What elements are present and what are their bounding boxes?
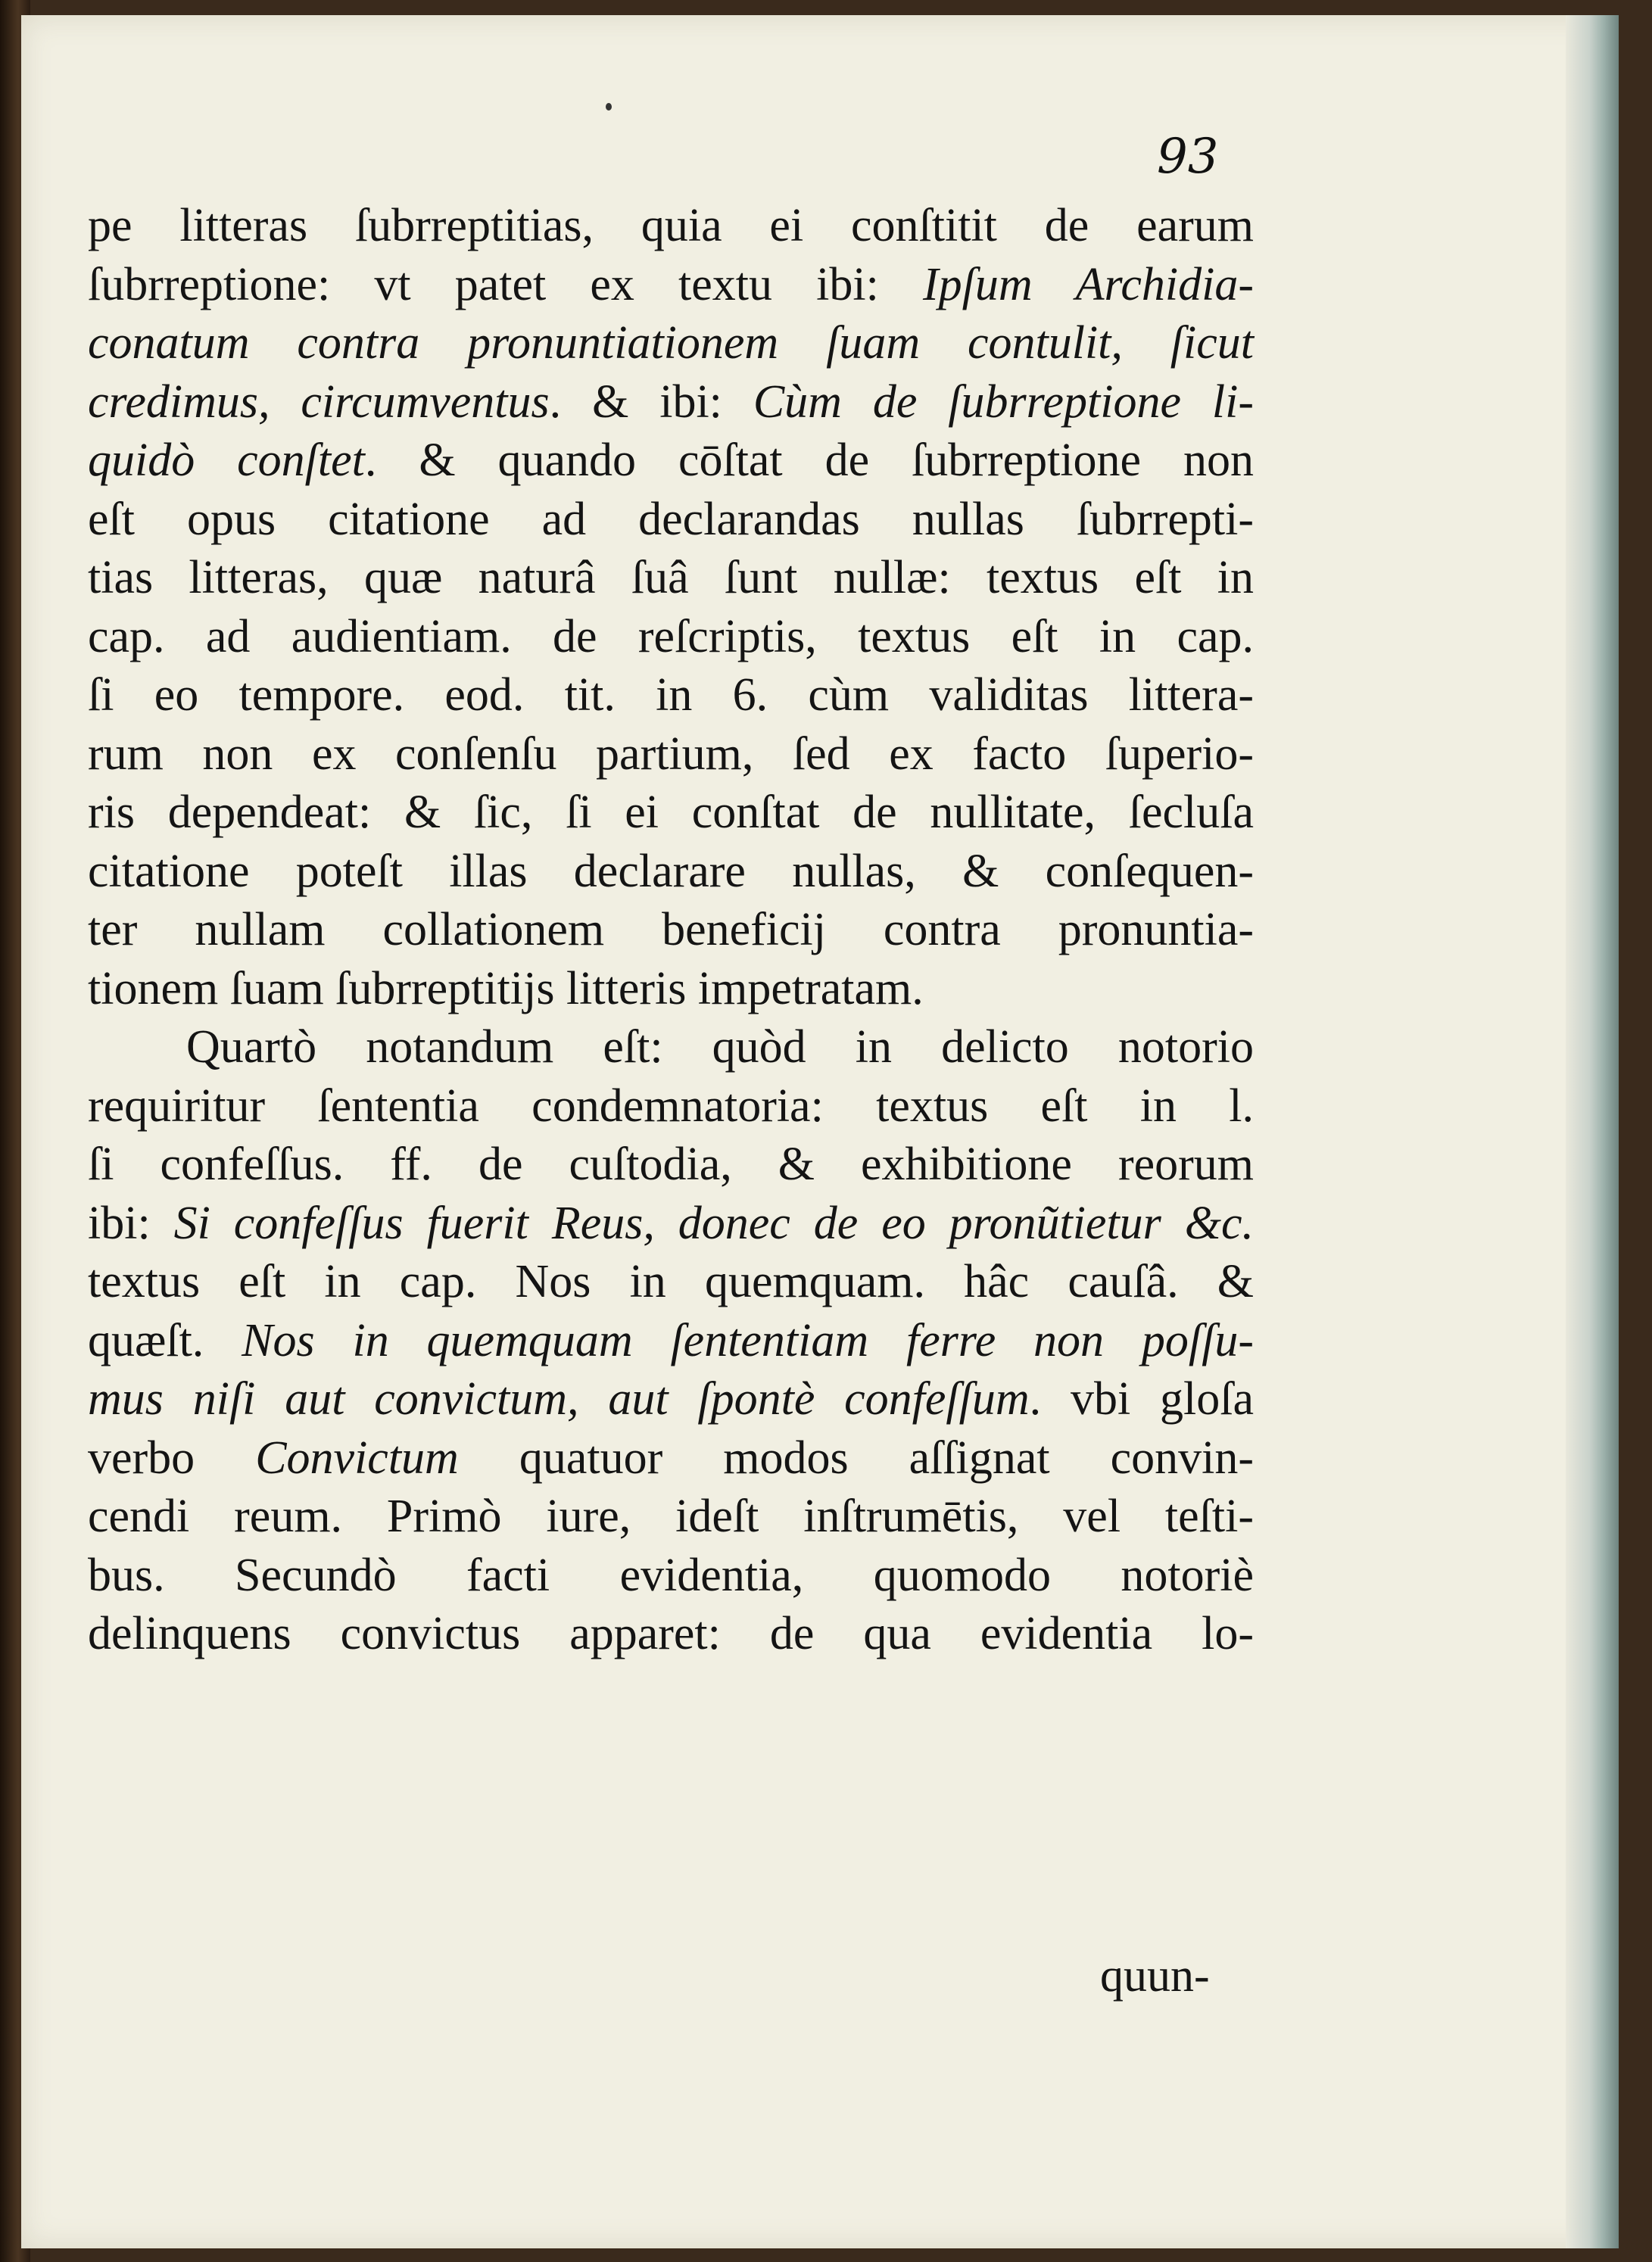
text-line <box>88 256 1254 315</box>
text-line <box>88 1018 1254 1077</box>
text-line <box>88 901 1254 960</box>
text-line <box>88 784 1254 843</box>
text-segment: eſt opus citatione ad declarandas nullas ſubrrepti- <box>88 493 1254 545</box>
text-segment: textus eſt in cap. Nos in quemquam. hâc cauſâ. & <box>88 1256 1254 1307</box>
text-segment: tionem ſuam ſubrreptitijs litteris impetratam. <box>88 962 924 1014</box>
text-line <box>88 1136 1254 1195</box>
text-segment: cap. ad audientiam. de reſcriptis, textus eſt in cap. <box>88 610 1254 662</box>
italic-text-segment: credimus, circumventus <box>88 375 550 428</box>
text-segment: ſubrreptione: vt patet ex textu ibi: <box>88 258 923 310</box>
italic-text-segment: conatum contra pronuntiationem ſuam contulit, ſicut <box>88 317 1254 369</box>
text-line <box>88 608 1254 667</box>
italic-text-segment: Cùm de ſubrreptione li- <box>753 375 1254 428</box>
text-line <box>88 725 1254 784</box>
text-segment: bus. Secundò facti evidentia, quomodo notoriè <box>88 1549 1254 1601</box>
text-segment: Quartò notandum eſt: quòd in delicto notorio <box>186 1021 1254 1073</box>
text-segment: quatuor modos aſſignat convin- <box>458 1432 1255 1484</box>
text-segment: ſi eo tempore. eod. tit. in 6. cùm validitas littera- <box>88 669 1254 721</box>
text-line <box>88 314 1254 373</box>
italic-text-segment: Si confeſſus fuerit Reus, donec de eo pronũtietur &c. <box>173 1197 1254 1249</box>
text-line <box>88 1488 1254 1547</box>
text-segment: pe litteras ſubrreptitias, quia ei conſtitit de earum <box>88 200 1254 251</box>
body-text <box>88 197 1254 1664</box>
text-line <box>88 843 1254 902</box>
text-line <box>88 491 1254 550</box>
text-line <box>88 432 1254 491</box>
text-segment: . & quando cōſtat de ſubrreptione non <box>364 435 1254 486</box>
text-line <box>88 1605 1254 1664</box>
text-segment: verbo <box>88 1432 256 1484</box>
catchword: quun- <box>1100 1950 1210 2002</box>
italic-text-segment: quidò conſtet <box>88 435 365 486</box>
text-segment: ſi confeſſus. ff. de cuſtodia, & exhibitione reorum <box>88 1139 1254 1190</box>
text-line <box>88 666 1254 725</box>
text-segment: delinquens convictus apparet: de qua evidentia lo- <box>88 1608 1254 1659</box>
text-segment: . & ibi: <box>549 375 753 428</box>
text-segment: . vbi gloſa <box>1029 1373 1254 1425</box>
text-segment: tias litteras, quæ naturâ ſuâ ſunt nullæ: textus eſt in <box>88 552 1254 603</box>
text-line <box>88 1312 1254 1371</box>
text-segment: citatione poteſt illas declarare nullas, & conſequen- <box>88 845 1254 897</box>
text-line <box>88 1253 1254 1312</box>
text-line <box>88 197 1254 256</box>
text-line <box>88 960 1254 1019</box>
ink-speck <box>606 103 612 111</box>
text-line <box>88 1077 1254 1136</box>
text-line <box>88 373 1254 432</box>
text-segment: cendi reum. Primò iure, ideſt inſtrumētis, vel teſti- <box>88 1491 1254 1542</box>
text-segment: quæſt. <box>88 1314 242 1366</box>
page-stack-edge <box>1566 15 1619 2248</box>
italic-text-segment: Nos in quemquam ſententiam ferre non poſſu- <box>242 1314 1254 1366</box>
italic-text-segment: mus niſi aut convictum, aut ſpontè confeſſum <box>88 1373 1030 1425</box>
text-line <box>88 549 1254 608</box>
text-segment: ibi: <box>88 1197 174 1249</box>
text-line <box>88 1429 1254 1488</box>
italic-text-segment: Convictum <box>255 1432 459 1484</box>
book-page <box>21 15 1619 2248</box>
text-segment: ter nullam collationem beneficij contra pronuntia- <box>88 904 1254 955</box>
page-number: 93 <box>1157 129 1219 185</box>
italic-text-segment: Ipſum Archidia- <box>923 258 1254 310</box>
text-line <box>88 1547 1254 1606</box>
text-line <box>88 1370 1254 1429</box>
text-line <box>88 1195 1254 1254</box>
text-segment: requiritur ſententia condemnatoria: textus eſt in l. <box>88 1080 1254 1132</box>
text-segment: ris dependeat: & ſic, ſi ei conſtat de nullitate, ſecluſa <box>88 787 1254 838</box>
text-segment: rum non ex conſenſu partium, ſed ex facto ſuperio- <box>88 728 1254 780</box>
